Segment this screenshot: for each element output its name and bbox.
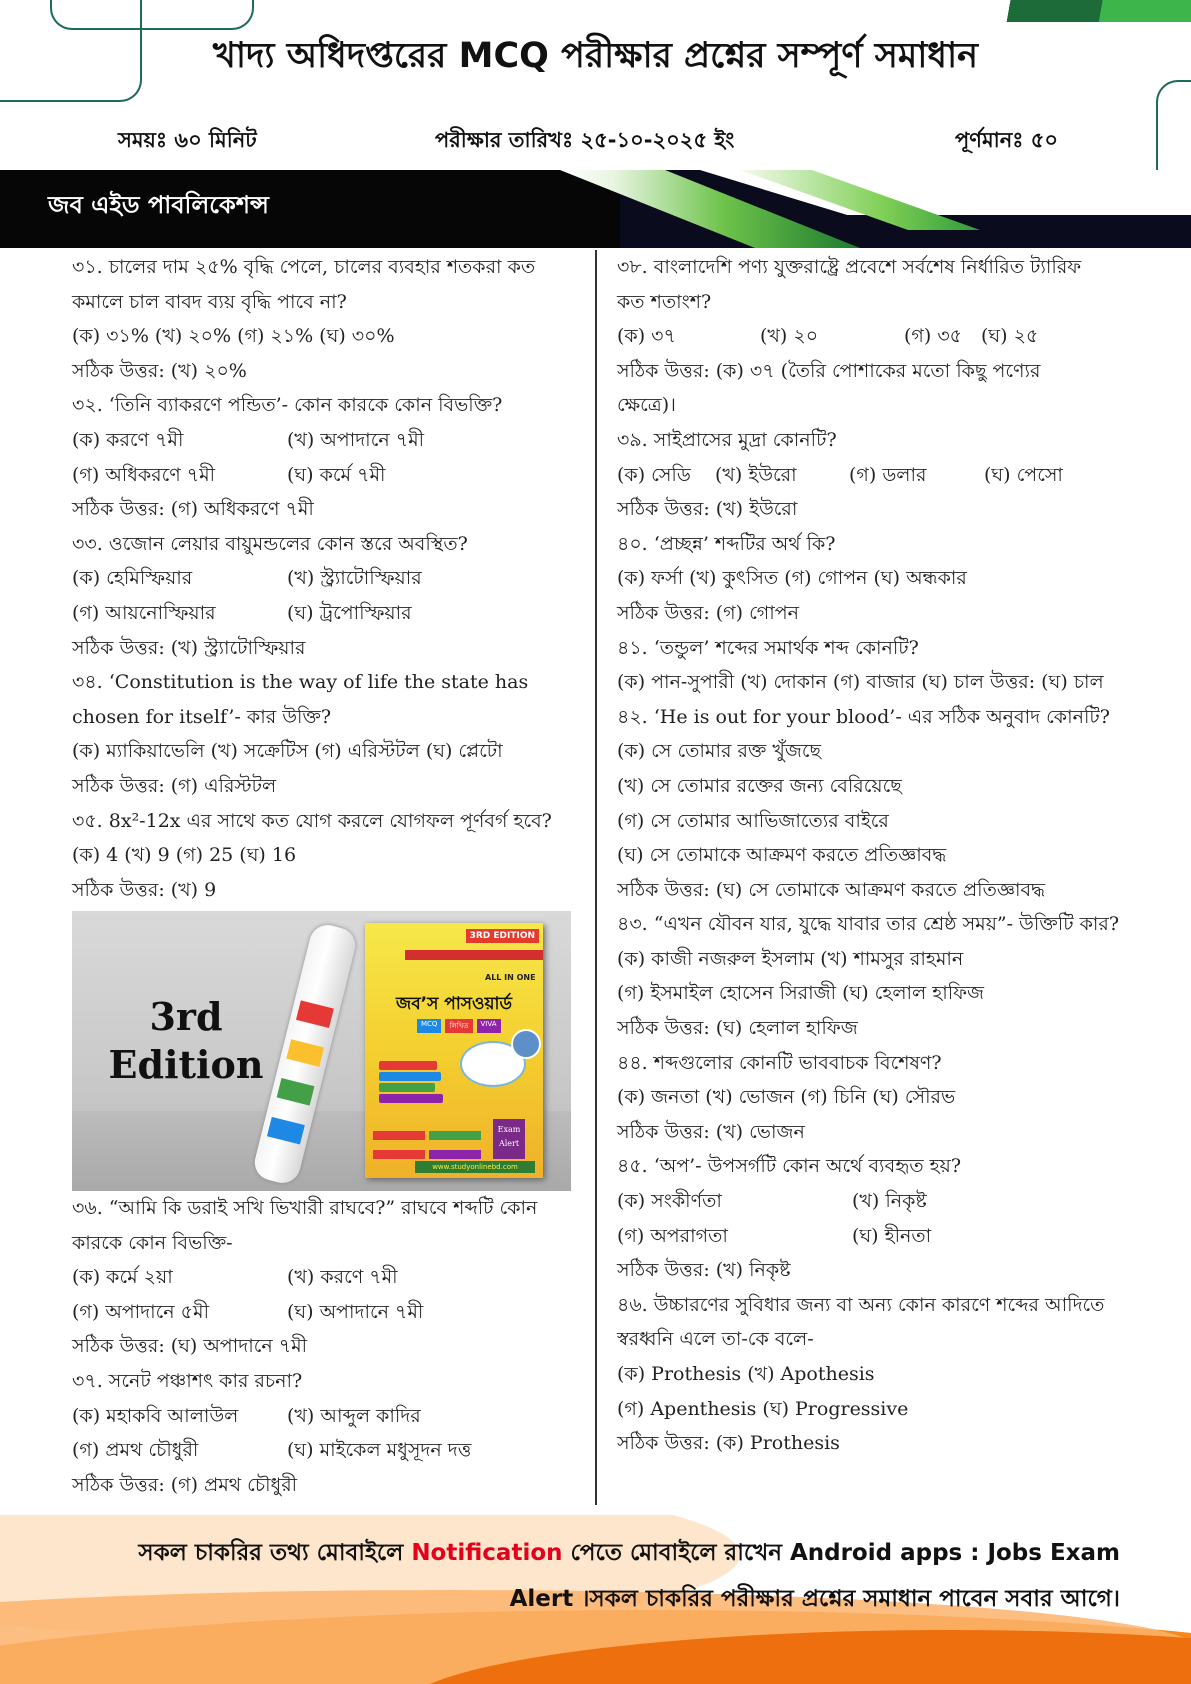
answer-option: (গ) ৩৫ xyxy=(904,325,962,348)
text-line: সঠিক উত্তর: (গ) প্রমথ চৌধুরী xyxy=(72,1473,298,1496)
text-line xyxy=(617,458,1132,493)
full-marks: পূর্ণমানঃ ৫০ xyxy=(955,128,1059,152)
text-line: সঠিক উত্তর: (ক) Prothesis xyxy=(617,1432,840,1455)
text-line: ৪৩. “এখন যৌবন যার, যুদ্ধে যাবার তার শ্রেষ্ঠ সময়”- উক্তিটি কার? xyxy=(617,913,1120,936)
footer-line1-post: পেতে মোবাইলে রাখেন Android apps : Jobs Exam xyxy=(562,1540,1120,1566)
text-line: সঠিক উত্তর: (ঘ) অপাদানে ৭মী xyxy=(72,1335,308,1358)
text-line: সঠিক উত্তর: (খ) নিকৃষ্ট xyxy=(617,1259,791,1282)
text-line: (গ) Apenthesis (ঘ) Progressive xyxy=(617,1397,909,1420)
text-line: সঠিক উত্তর: (গ) অধিকরণে ৭মী xyxy=(72,498,314,521)
header-decor-frame-2 xyxy=(50,0,254,30)
text-line: ৩৭. সনেট পঞ্চাশৎ কার রচনা? xyxy=(72,1369,303,1392)
answer-option: (ঘ) কর্মে ৭মী xyxy=(287,463,386,486)
text-line: (গ) ইসমাইল হোসেন সিরাজী (ঘ) হেলাল হাফিজ xyxy=(617,982,985,1005)
text-line: ৪৪. শব্দগুলোর কোনটি ভাববাচক বিশেষণ? xyxy=(617,1051,942,1074)
footer-line1-pre: সকল চাকরির তথ্য মোবাইলে xyxy=(138,1540,412,1566)
answer-option: (খ) ইউরো xyxy=(715,463,797,486)
exam-alert-logo: Exam Alert xyxy=(493,1119,525,1159)
text-line xyxy=(617,319,1132,354)
text-line: ক্ষেত্রে)। xyxy=(617,394,676,417)
text-line xyxy=(617,1219,1132,1254)
text-line: ৪০. ‘প্রচ্ছন্ন’ শব্দটির অর্থ কি? xyxy=(617,532,836,555)
text-line: সঠিক উত্তর: (ঘ) হেলাল হাফিজ xyxy=(617,1017,858,1040)
answer-option: (গ) অধিকরণে ৭মী xyxy=(72,463,216,486)
answer-option: (ক) ৩৭ xyxy=(617,325,676,348)
answer-option: (ঘ) অপাদানে ৭মী xyxy=(287,1300,424,1323)
text-line: ৩৯. সাইপ্রাসের মুদ্রা কোনটি? xyxy=(617,428,837,451)
answer-option: (ক) কর্মে ২য়া xyxy=(72,1266,173,1289)
answer-option: (গ) অপরাগতা xyxy=(617,1224,728,1247)
page-title: খাদ্য অধিদপ্তরের MCQ পরীক্ষার প্রশ্নের সম্পূর্ণ সমাধান xyxy=(212,36,979,76)
footer-notification-word: Notification xyxy=(411,1540,563,1566)
answer-option: (গ) অপাদানে ৫মী xyxy=(72,1300,210,1323)
answer-option: (ঘ) হীনতা xyxy=(852,1224,932,1247)
text-line: (ক) কাজী নজরুল ইসলাম (খ) শামসুর রাহমান xyxy=(617,947,964,970)
website-label: www.studyonlinebd.com xyxy=(415,1161,535,1173)
text-line: ৪১. ‘তন্ডুল’ শব্দের সমার্থক শব্দ কোনটি? xyxy=(617,636,919,659)
text-line: ৩১. চালের দাম ২৫% বৃদ্ধি পেলে, চালের ব্যবহার শতকরা কত xyxy=(72,256,536,278)
answer-option: (খ) ২০ xyxy=(760,325,819,348)
publisher-name: জব এইড পাবলিকেশন্স xyxy=(48,191,269,219)
header-accent-stripe xyxy=(990,0,1191,22)
book-advert-image xyxy=(72,911,571,1191)
text-line: (ঘ) সে তোমাকে আক্রমণ করতে প্রতিজ্ঞাবদ্ধ xyxy=(617,844,947,867)
text-line: ৩৩. ওজোন লেয়ার বায়ুমন্ডলের কোন স্তরে অবস্থিত? xyxy=(72,532,468,555)
text-line xyxy=(72,596,572,631)
text-line: স্বরধ্বনি এলে তা-কে বলে- xyxy=(617,1328,814,1351)
answer-option: (ক) করণে ৭মী xyxy=(72,428,184,451)
text-line: সঠিক উত্তর: (খ) স্ট্র্যাটোস্ফিয়ার xyxy=(72,636,306,659)
book-cover xyxy=(365,923,543,1178)
edition-label: 3rd Edition xyxy=(108,994,264,1087)
text-line: (ক) 4 (খ) 9 (গ) 25 (ঘ) 16 xyxy=(72,844,297,867)
text-line: ৩৫. 8x²-12x এর সাথে কত যোগ করলে যোগফল পূর্ণবর্গ হবে? xyxy=(72,809,552,832)
text-line: ৩২. ‘তিনি ব্যাকরণে পন্ডিত’- কোন কারকে কোন বিভক্তি? xyxy=(72,394,503,417)
footer-line2: Alert ।সকল চাকরির পরীক্ষার প্রশ্নের সমাধান পাবেন সবার আগে। xyxy=(509,1586,1120,1612)
text-line xyxy=(72,1260,572,1295)
answer-option: (খ) করণে ৭মী xyxy=(287,1266,398,1289)
tag-viva: VIVA xyxy=(477,1019,501,1033)
answer-option: (গ) ডলার xyxy=(849,463,927,486)
answer-option: (খ) অপাদানে ৭মী xyxy=(287,428,425,451)
text-line: (ক) ফর্সা (খ) কুৎসিত (গ) গোপন (ঘ) অন্ধকার xyxy=(617,567,967,590)
left-column-lower xyxy=(72,1191,572,1502)
footer-notice xyxy=(125,1530,1120,1622)
answer-option: (ক) সেডি xyxy=(617,463,691,486)
tag-written: লিখিত xyxy=(445,1019,472,1033)
answer-option: (ঘ) মাইকেল মধুসূদন দত্ত xyxy=(287,1439,472,1462)
text-line xyxy=(72,561,572,596)
answer-option: (ঘ) পেসো xyxy=(984,463,1063,486)
answer-option: (ঘ) ২৫ xyxy=(981,325,1039,348)
text-line: (ক) ম্যাকিয়াভেলি (খ) সক্রেটিস (গ) এরিস্টটল (ঘ) প্লেটো xyxy=(72,740,503,763)
text-line: সঠিক উত্তর: (গ) গোপন xyxy=(617,601,799,624)
text-line xyxy=(72,1295,572,1330)
answer-option: (ঘ) ট্রপোস্ফিয়ার xyxy=(287,601,412,624)
text-line xyxy=(617,1184,1132,1219)
books-stack-icon xyxy=(379,1061,443,1111)
all-in-one-label: ALL IN ONE xyxy=(485,973,536,982)
book-cover-title: জব’স পাসওয়ার্ড xyxy=(396,994,512,1014)
answer-option: (গ) আয়নোস্ফিয়ার xyxy=(72,601,216,624)
text-line: (ক) ৩১% (খ) ২০% (গ) ২১% (ঘ) ৩০% xyxy=(72,325,395,348)
exam-time: সময়ঃ ৬০ মিনিট xyxy=(118,128,257,152)
text-line: (ক) জনতা (খ) ভোজন (গ) চিনি (ঘ) সৌরভ xyxy=(617,1086,956,1109)
text-line: (খ) সে তোমার রক্তের জন্য বেরিয়েছে xyxy=(617,774,902,797)
text-line: সঠিক উত্তর: (ঘ) সে তোমাকে আক্রমণ করতে প্রতিজ্ঞাবদ্ধ xyxy=(617,878,1046,901)
text-line: (ক) সে তোমার রক্ত খুঁজছে xyxy=(617,740,822,763)
text-line: কারকে কোন বিভক্তি- xyxy=(72,1231,233,1254)
text-line: (গ) সে তোমার আভিজাত্যের বাইরে xyxy=(617,809,889,832)
answer-option: (ক) হেমিস্ফিয়ার xyxy=(72,567,193,590)
text-line: ৩৪. ‘Constitution is the way of life the state has xyxy=(72,671,529,694)
text-line: ৩৮. বাংলাদেশি পণ্য যুক্তরাষ্ট্রে প্রবেশে সর্বশেষ নির্ধারিত ট্যারিফ xyxy=(617,256,1082,278)
text-line: সঠিক উত্তর: (খ) ইউরো xyxy=(617,498,798,521)
text-line: ৩৬. “আমি কি ডরাই সখি ভিখারী রাঘবে?” রাঘবে শব্দটি কোন xyxy=(72,1197,538,1219)
text-line: ৪৫. ‘অপ’- উপসর্গটি কোন অর্থে ব্যবহৃত হয়? xyxy=(617,1155,962,1178)
text-line xyxy=(72,1399,572,1434)
text-line: chosen for itself’- কার উক্তি? xyxy=(72,705,332,728)
right-column xyxy=(617,250,1132,1461)
column-divider xyxy=(595,250,597,1505)
text-line: সঠিক উত্তর: (গ) এরিস্টটল xyxy=(72,774,277,797)
text-line: সঠিক উত্তর: (খ) ২০% xyxy=(72,359,247,382)
answer-option: (খ) স্ট্র্যাটোস্ফিয়ার xyxy=(287,567,422,590)
text-line xyxy=(72,458,572,493)
text-line xyxy=(72,1433,572,1468)
exam-date: পরীক্ষার তারিখঃ ২৫-১০-২০২৫ ইং xyxy=(435,128,735,152)
text-line: ৪৬. উচ্চারণের সুবিধার জন্য বা অন্য কোন কারণে শব্দের আদিতে xyxy=(617,1293,1105,1316)
text-line: (ক) Prothesis (খ) Apothesis xyxy=(617,1363,875,1385)
answer-option: (গ) প্রমথ চৌধুরী xyxy=(72,1439,199,1462)
text-line xyxy=(72,423,572,458)
answer-option: (ক) সংকীর্ণতা xyxy=(617,1190,722,1213)
text-line: সঠিক উত্তর: (ক) ৩৭ (তৈরি পোশাকের মতো কিছু পণ্যের xyxy=(617,359,1041,382)
text-line: কমালে চাল বাবদ ব্যয় বৃদ্ধি পাবে না? xyxy=(72,290,347,313)
answer-option: (খ) আব্দুল কাদির xyxy=(287,1404,421,1427)
person-icon xyxy=(511,1029,541,1059)
edition-badge: 3RD EDITION xyxy=(466,929,539,943)
text-line: সঠিক উত্তর: (খ) 9 xyxy=(72,878,217,901)
answer-option: (খ) নিকৃষ্ট xyxy=(852,1190,927,1213)
text-line: ৪২. ‘He is out for your blood’- এর সঠিক অনুবাদ কোনটি? xyxy=(617,705,1110,728)
left-column xyxy=(72,250,572,907)
answer-option: (ক) মহাকবি আলাউল xyxy=(72,1404,239,1427)
text-line: কত শতাংশ? xyxy=(617,290,712,313)
text-line: সঠিক উত্তর: (খ) ভোজন xyxy=(617,1120,805,1143)
text-line: (ক) পান-সুপারী (খ) দোকান (গ) বাজার (ঘ) চাল উত্তর: (ঘ) চাল xyxy=(617,671,1104,694)
tag-mcq: MCQ xyxy=(417,1019,441,1033)
